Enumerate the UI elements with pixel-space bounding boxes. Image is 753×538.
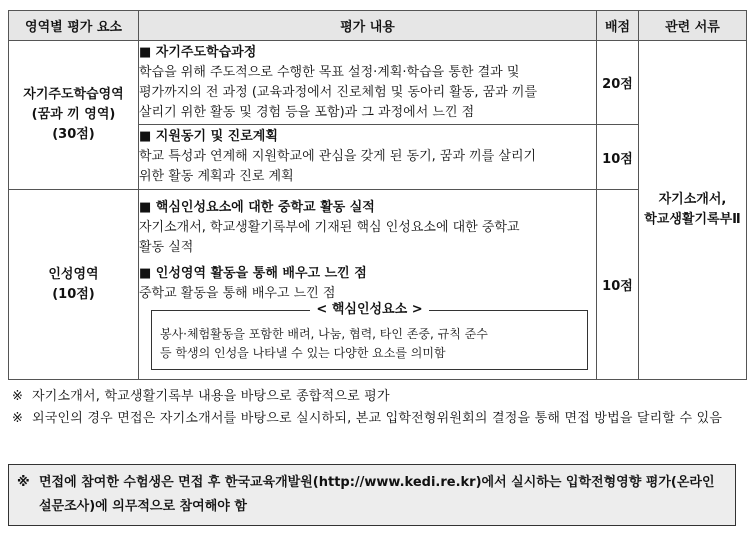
content-line: 학습을 위해 주도적으로 수행한 목표 설정·계획·학습을 통한 결과 및 [139, 64, 520, 80]
key-elements-line: 등 학생의 인성을 나타낼 수 있는 다양한 요소를 의미함 [160, 345, 446, 360]
content-line: 활동 실적 [139, 239, 194, 255]
note-text: 외국인의 경우 면접은 자기소개서를 바탕으로 실시하되, 본교 입학전형위원회의 결정을 통해 면접 방법을 달리할 수 있음 [32, 411, 723, 426]
content-line: 자기소개서, 학교생활기록부에 기재된 핵심 인성요소에 대한 중학교 [139, 219, 520, 235]
score-cell: 10점 [597, 125, 639, 190]
note-item [12, 386, 742, 408]
header-score: 배점 [597, 11, 639, 41]
area-character [9, 190, 139, 380]
score-cell: 20점 [597, 41, 639, 125]
content-cell [139, 125, 597, 190]
content-line: 평가까지의 전 과정 (교육과정에서 진로체험 및 동아리 활동, 꿈과 끼를 [139, 84, 538, 100]
table-row [9, 41, 747, 125]
note-text: 자기소개서, 학교생활기록부 내용을 바탕으로 종합적으로 평가 [32, 389, 390, 404]
notice-mark: ※ [17, 475, 30, 490]
area-name: 인성영역 [48, 266, 99, 282]
header-docs: 관련 서류 [639, 11, 747, 41]
content-cell [139, 41, 597, 125]
notes [12, 386, 742, 430]
survey-notice-box [8, 464, 736, 526]
score-cell: 10점 [597, 190, 639, 380]
area-self-directed [9, 41, 139, 190]
area-points: (30점) [52, 127, 95, 142]
header-area: 영역별 평가 요소 [9, 11, 139, 41]
content-line: 위한 활동 계획과 진로 계획 [139, 169, 294, 184]
docs-cell [639, 41, 747, 380]
table-header-row [9, 11, 747, 41]
table-row [9, 190, 747, 380]
content-line: 학교 특성과 연계해 지원학교에 관심을 갖게 된 동기, 꿈과 끼를 살리기 [139, 149, 537, 164]
content-cell [139, 190, 597, 380]
note-mark: ※ [12, 389, 23, 404]
key-elements-box [151, 301, 588, 370]
key-elements-line: 봉사·체험활동을 포함한 배려, 나눔, 협력, 타인 존중, 규칙 준수 [160, 326, 488, 341]
docs-line: 자기소개서, [658, 192, 727, 207]
content-title: ■ 지원동기 및 진로계획 [139, 129, 278, 144]
content-line: 살리기 위한 활동 및 경험 등을 포함)과 그 과정에서 느낀 점 [139, 104, 475, 120]
docs-line: 학교생활기록부Ⅱ [644, 212, 741, 227]
note-item [12, 408, 742, 430]
content-line: 중학교 활동을 통해 배우고 느낀 점 [139, 285, 336, 301]
area-subname: (꿈과 끼 영역) [31, 107, 116, 122]
area-name: 자기주도학습영역 [23, 87, 124, 102]
notice-text: 면접에 참여한 수험생은 면접 후 한국교육개발원(http://www.kedi.re.kr)에서 실시하는 입학전형영향 평가(온라인 설문조사)에 의무적으로 참여해야 함 [39, 475, 715, 514]
content-title: ■ 인성영역 활동을 통해 배우고 느낀 점 [139, 265, 367, 281]
content-title: ■ 자기주도학습과정 [139, 44, 257, 60]
content-title: ■ 핵심인성요소에 대한 중학교 활동 실적 [139, 199, 375, 215]
note-mark: ※ [12, 411, 23, 426]
key-elements-label: < 핵심인성요소 > [310, 302, 428, 317]
evaluation-table [8, 10, 747, 380]
area-points: (10점) [52, 286, 95, 302]
header-content: 평가 내용 [139, 11, 597, 41]
